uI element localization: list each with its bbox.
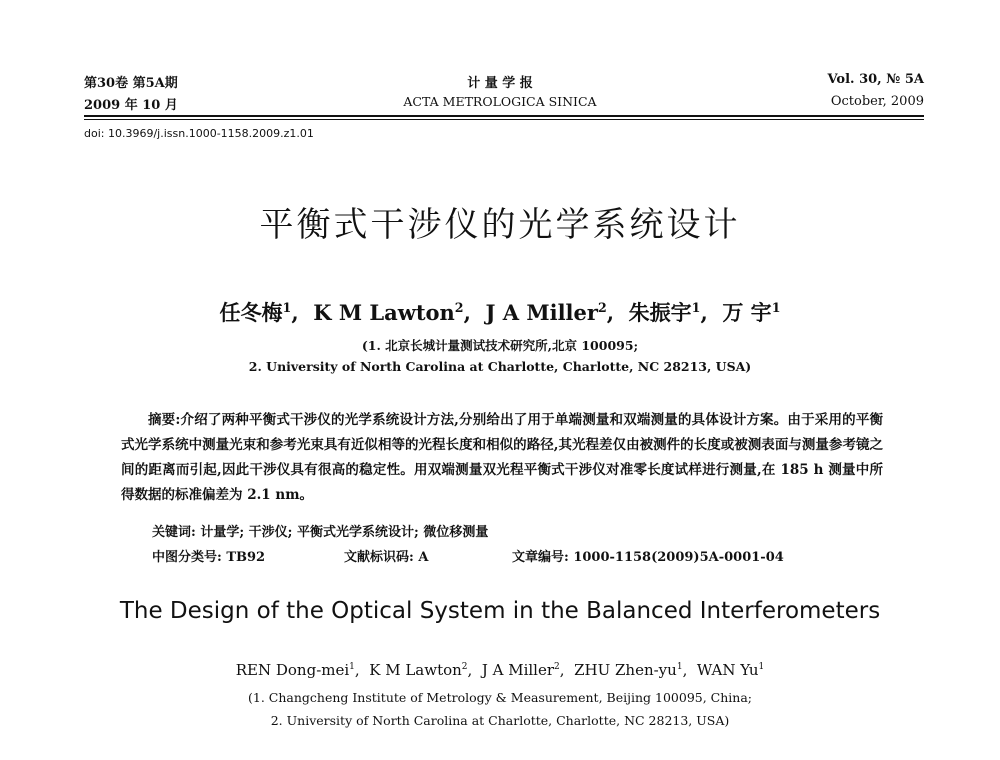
title-en: The Design of the Optical System in the Balanced Interferometers xyxy=(119,598,881,624)
header-date-cn: 2009 年 10 月 xyxy=(84,98,178,113)
abstract-cn xyxy=(121,408,883,508)
author-en-5: WAN Yu$^1$ xyxy=(696,661,765,679)
author-cn-4: 朱振宇$^1$ xyxy=(628,300,701,325)
article-number xyxy=(512,546,784,565)
article-number-label: 文章编号: xyxy=(512,550,569,565)
article-number-value: 1000-1158(2009)5A-0001-04 xyxy=(573,550,784,565)
header-rule-thick xyxy=(84,115,924,117)
keywords-label: 关键词: xyxy=(152,525,196,540)
affiliation-en-2: 2. University of North Carolina at Charlotte, Charlotte, NC 28213, USA) xyxy=(270,713,730,728)
header-volume-issue: 第30卷 第5A期 xyxy=(84,76,178,91)
doc-code-value: A xyxy=(418,550,429,565)
abstract-label: 摘要: xyxy=(148,412,181,428)
affiliation-cn-2: 2. University of North Carolina at Charlotte, Charlotte, NC 28213, USA) xyxy=(248,359,752,374)
authors-en: REN Dong-mei$^1$, K M Lawton$^2$, J A Miller$^2$, ZHU Zhen-$yu^1$, WAN Yu$^1$ xyxy=(235,661,765,679)
doc-code-label: 文献标识码: xyxy=(344,550,414,565)
clc-value: TB92 xyxy=(226,550,266,565)
authors-cn: 任冬梅$^1$, K M Lawton$^2$, J A Miller$^2$, 朱振宇$^1$, 万 宇$^1$ xyxy=(219,300,781,325)
clc-number xyxy=(152,546,265,565)
author-cn-2: K M Lawton$^2$ xyxy=(313,300,464,325)
keywords xyxy=(152,521,488,540)
header-rule-thin xyxy=(84,119,924,120)
header-date-en: October, 2009 xyxy=(830,94,924,109)
author-en-4: ZHU Zhen-$yu^1$ xyxy=(574,661,683,679)
author-cn-3: J A Miller$^2$ xyxy=(485,300,607,325)
keywords-text: 计量学; 干涉仪; 平衡式光学系统设计; 微位移测量 xyxy=(200,525,489,540)
header-journal-cn: 计 量 学 报 xyxy=(467,76,533,91)
author-en-3: J A Miller$^2$ xyxy=(481,661,560,679)
title-cn: 平衡式干涉仪的光学系统设计 xyxy=(259,205,741,245)
author-cn-1: 任冬梅$^1$ xyxy=(219,300,292,325)
header-vol-en: Vol. 30, № 5A xyxy=(827,72,924,87)
header-journal-en: ACTA METROLOGICA SINICA xyxy=(403,94,597,109)
doi: doi: 10.3969/j.issn.1000-1158.2009.z1.01 xyxy=(84,127,314,140)
abstract-text: 介绍了两种平衡式干涉仪的光学系统设计方法,分别给出了用于单端测量和双端测量的具体设计方案。由于采用的平衡式光学系统中测量光束和参考光束具有近似相等的光程长度和相似的路径,其光程差仅由被测件的长度或被测表面与测量参考镜之间的距离而引起,因此干涉仪具有很高的稳定性。用双端测量双光程平衡式干涉仪对准零长度试样进行测量,在 185 h 测量中所得数据的标准偏差为 2.1 nm。 xyxy=(121,412,884,503)
affiliation-cn-1: (1. 北京长城计量测试技术研究所,北京 100095; xyxy=(361,338,639,353)
affiliation-en-1: (1. Changcheng Institute of Metrology & Measurement, Beijing 100095, China; xyxy=(248,690,752,705)
author-en-2: K M Lawton$^2$ xyxy=(369,661,468,679)
doc-code xyxy=(344,546,428,565)
author-en-1: REN Dong-mei$^1$ xyxy=(235,661,355,679)
author-cn-5: 万 宇$^1$ xyxy=(722,300,781,325)
clc-label: 中图分类号: xyxy=(152,550,222,565)
